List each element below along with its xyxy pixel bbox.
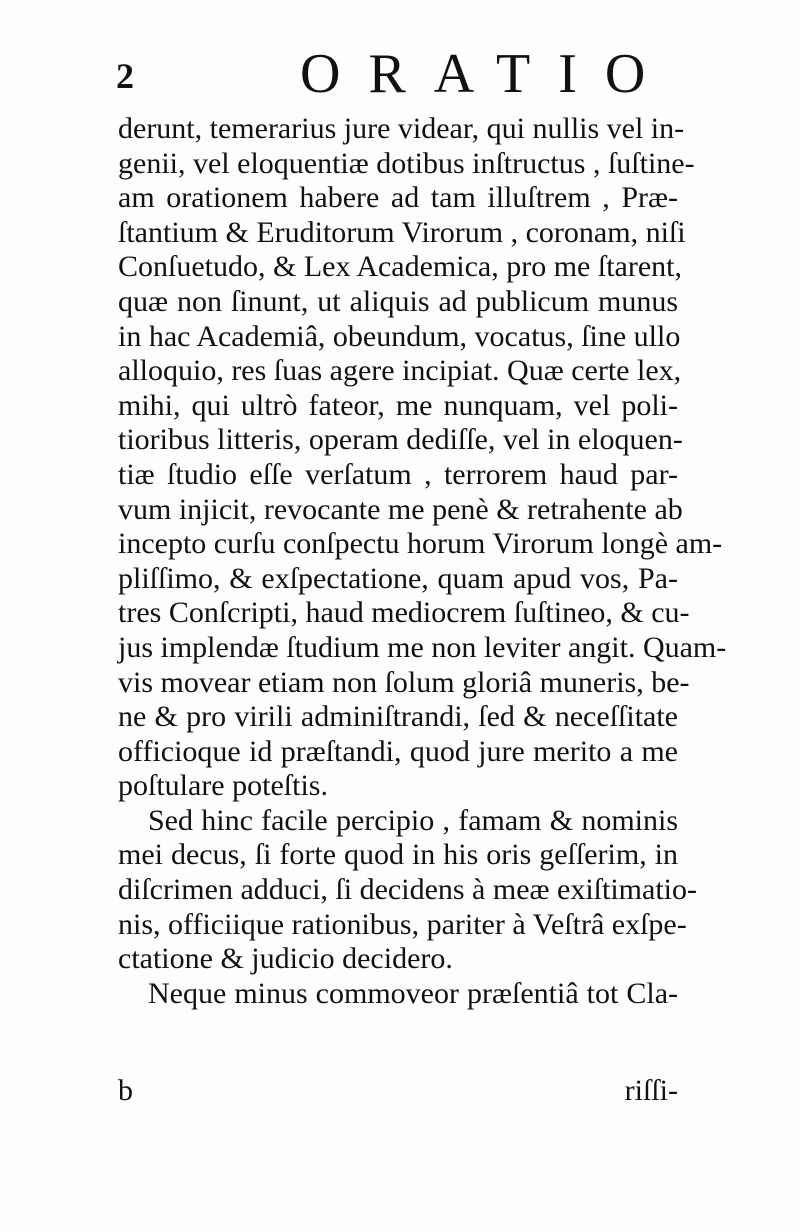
text-line: officioque id præſtandi, quod jure merito a me — [118, 734, 678, 768]
text-line: Neque minus commoveor præſentiâ tot Cla- — [148, 976, 678, 1010]
text-line: mei decus, ſi forte quod in his oris geſſerim, in — [118, 838, 678, 872]
text-line: tres Conſcripti, haud mediocrem ſuſtineo, & cu- — [118, 596, 690, 630]
page-number: 2 — [116, 56, 134, 96]
text-line: ctatione & judicio decidero. — [118, 942, 453, 976]
text-line: diſcrimen adduci, ſi decidens à meæ exiſtimatio- — [118, 873, 697, 907]
text-line: nis, officiique rationibus, pariter à Veſtrâ exſpe- — [118, 907, 687, 941]
text-line: tioribus litteris, operam dediſſe, vel in eloquen- — [118, 423, 683, 457]
running-head: ORATIO — [300, 43, 674, 105]
text-line: quæ non ſinunt, ut aliquis ad publicum munus — [118, 284, 678, 318]
body-text — [118, 112, 727, 1011]
text-line: pliſſimo, & exſpectatione, quam apud vos, Pa- — [118, 561, 678, 595]
text-line: Sed hinc facile percipio , famam & nominis — [148, 803, 678, 837]
text-line: mihi, qui ultrò fateor, me nunquam, vel poli- — [118, 388, 678, 422]
text-line: genii, vel eloquentiæ dotibus inſtructus , ſuſtine- — [118, 146, 695, 180]
text-line: incepto curſu conſpectu horum Virorum longè am- — [118, 527, 723, 561]
text-line: ne & pro virili adminiſtrandi, ſed & neceſſitate — [118, 700, 678, 734]
text-line: derunt, temerarius jure videar, qui nullis vel in- — [118, 112, 685, 145]
signature-mark: b — [118, 1074, 133, 1107]
text-line: am orationem habere ad tam illuſtrem , Præ- — [118, 181, 678, 215]
text-line: in hac Academiâ, obeundum, vocatus, ſine ullo — [118, 319, 681, 353]
text-line: Conſuetudo, & Lex Academica, pro me ſtarent, — [118, 250, 682, 284]
text-line: vum injicit, revocante me penè & retrahente ab — [118, 492, 683, 526]
text-line: poſtulare poteſtis. — [118, 769, 328, 803]
text-line: tiæ ſtudio eſſe verſatum , terrorem haud par- — [118, 457, 678, 491]
text-line: jus implendæ ſtudium me non leviter angit. Quam- — [118, 630, 727, 664]
text-line: ſtantium & Eruditorum Virorum , coronam, niſi — [118, 215, 686, 249]
catchword: riſſi- — [624, 1074, 678, 1107]
page-footer — [118, 1074, 678, 1108]
text-line: alloquio, res ſuas agere incipiat. Quæ certe lex, — [118, 354, 682, 388]
text-line: vis movear etiam non ſolum gloriâ muneris, be- — [118, 665, 690, 699]
